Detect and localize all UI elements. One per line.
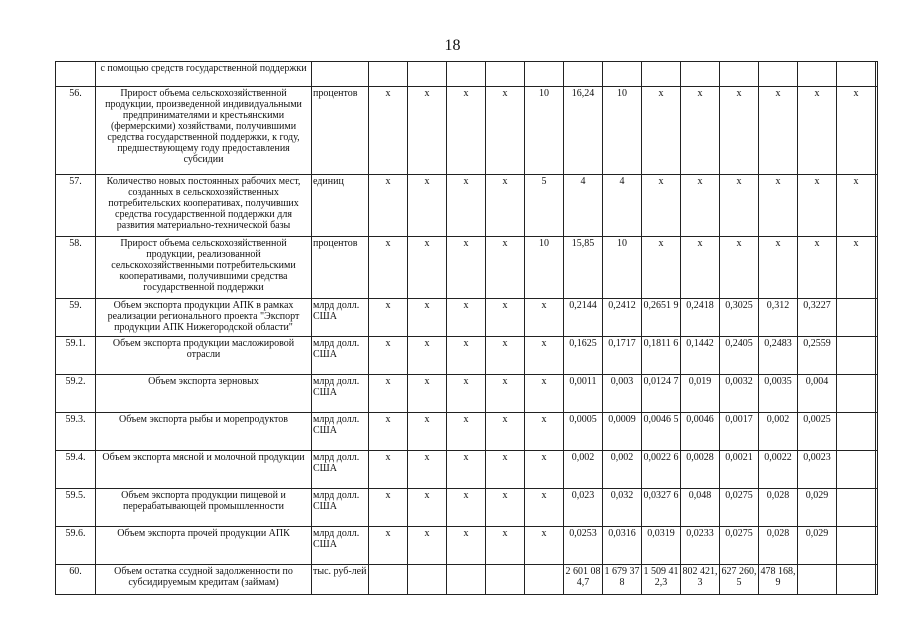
value-cell: 0,1442 (681, 337, 720, 375)
value-cell (642, 62, 681, 87)
value-cell: 0,019 (681, 375, 720, 413)
value-cell (486, 565, 525, 595)
value-cell: 0,2483 (759, 337, 798, 375)
table-row (56, 175, 878, 237)
value-cell: x (408, 527, 447, 565)
value-cell: 1 679 378 (603, 565, 642, 595)
value-cell: x (447, 489, 486, 527)
value-cell: 0,0009 (603, 413, 642, 451)
value-cell: x (408, 375, 447, 413)
table-row (56, 299, 878, 337)
indicators-table (55, 61, 878, 595)
value-cell: x (486, 299, 525, 337)
indicator-description-cell: Объем остатка ссудной задолженности по субсидируемым кредитам (займам) (96, 565, 312, 595)
value-cell: 0,0011 (564, 375, 603, 413)
value-cell: x (447, 87, 486, 175)
value-cell: x (408, 299, 447, 337)
value-cell: x (486, 237, 525, 299)
value-cell: 0,2418 (681, 299, 720, 337)
value-cell: 10 (603, 237, 642, 299)
value-cell (876, 62, 878, 87)
value-cell: 0,3227 (798, 299, 837, 337)
value-cell: x (798, 87, 837, 175)
value-cell (837, 62, 876, 87)
value-cell: 0,002 (603, 451, 642, 489)
value-cell: x (369, 375, 408, 413)
unit-cell: млрд долл. США (312, 337, 369, 375)
value-cell (720, 62, 759, 87)
value-cell: x (486, 175, 525, 237)
value-cell: 0,0023 (798, 451, 837, 489)
value-cell (837, 375, 876, 413)
value-cell: x (408, 175, 447, 237)
indicator-description-cell: Объем экспорта продукции АПК в рамках реализации регионального проекта "Экспорт продукции АПК Нижегородской области" (96, 299, 312, 337)
value-cell: x (642, 87, 681, 175)
value-cell: x (486, 337, 525, 375)
row-number-cell (56, 62, 96, 87)
value-cell: x (447, 527, 486, 565)
value-cell: x (369, 175, 408, 237)
value-cell: 0,029 (798, 527, 837, 565)
value-cell: x (408, 337, 447, 375)
value-cell: x (408, 237, 447, 299)
value-cell: 10 (525, 237, 564, 299)
value-cell: 0,0021 (720, 451, 759, 489)
value-cell: 0,0233 (681, 527, 720, 565)
value-cell: x (525, 413, 564, 451)
value-cell (408, 565, 447, 595)
unit-cell: млрд долл. США (312, 413, 369, 451)
value-cell: 0,0022 6 (642, 451, 681, 489)
indicator-description-cell: Количество новых постоянных рабочих мест, созданных в сельскохозяйственных потребительских кооперативах, получивших средства государственной поддержки для развития материально-технической базы (96, 175, 312, 237)
value-cell: x (369, 87, 408, 175)
value-cell: 0,2559 (798, 337, 837, 375)
unit-cell: процентов (312, 237, 369, 299)
value-cell: 478 168,9 (759, 565, 798, 595)
indicator-description-cell: Прирост объема сельскохозяйственной продукции, реализованной сельскохозяйственными потребительскими кооперативами, получившими средства государственной поддержки (96, 237, 312, 299)
unit-cell: млрд долл. США (312, 299, 369, 337)
indicator-description-cell: Прирост объема сельскохозяйственной продукции, произведенной индивидуальными предпринимателями и крестьянскими (фермерскими) хозяйствами, получившими средства государственной поддержки, к году, предшествующему году предоставления субсидии (96, 87, 312, 175)
value-cell: x (681, 87, 720, 175)
value-cell: x (486, 489, 525, 527)
value-cell: 0,3025 (720, 299, 759, 337)
indicator-description-cell: Объем экспорта продукции пищевой и перерабатывающей промышленности (96, 489, 312, 527)
value-cell: 0,004 (798, 375, 837, 413)
value-cell (876, 451, 878, 489)
value-cell: x (759, 87, 798, 175)
value-cell (564, 62, 603, 87)
value-cell (525, 62, 564, 87)
value-cell: x (642, 175, 681, 237)
value-cell: x (486, 87, 525, 175)
value-cell (759, 62, 798, 87)
row-number-cell: 59.5. (56, 489, 96, 527)
indicator-description-cell: Объем экспорта зерновых (96, 375, 312, 413)
value-cell: 0,002 (759, 413, 798, 451)
value-cell (837, 299, 876, 337)
value-cell (447, 62, 486, 87)
page-number: 18 (444, 37, 461, 54)
value-cell (369, 565, 408, 595)
indicator-description-cell: Объем экспорта рыбы и морепродуктов (96, 413, 312, 451)
value-cell: 10 (525, 87, 564, 175)
value-cell (837, 337, 876, 375)
value-cell (837, 565, 876, 595)
value-cell: 15,85 (564, 237, 603, 299)
indicator-description-cell: Объем экспорта продукции масложировой отрасли (96, 337, 312, 375)
row-number-cell: 58. (56, 237, 96, 299)
value-cell: 0,048 (681, 489, 720, 527)
value-cell: 0,2651 9 (642, 299, 681, 337)
value-cell: 0,312 (759, 299, 798, 337)
value-cell: 0,002 (564, 451, 603, 489)
value-cell: 0,032 (603, 489, 642, 527)
table-row (56, 489, 878, 527)
value-cell: 4 (603, 175, 642, 237)
unit-cell: млрд долл. США (312, 451, 369, 489)
table-row (56, 413, 878, 451)
value-cell (837, 489, 876, 527)
value-cell: 0,0327 6 (642, 489, 681, 527)
value-cell: 0,0253 (564, 527, 603, 565)
value-cell: x (525, 451, 564, 489)
value-cell: 0,0275 (720, 527, 759, 565)
value-cell (876, 299, 878, 337)
value-cell: 0,0005 (564, 413, 603, 451)
value-cell (798, 62, 837, 87)
row-number-cell: 60. (56, 565, 96, 595)
value-cell: 0,003 (603, 375, 642, 413)
indicator-description-cell: Объем экспорта мясной и молочной продукции (96, 451, 312, 489)
value-cell: x (369, 299, 408, 337)
value-cell: 0,0022 (759, 451, 798, 489)
unit-cell: тыс. руб-лей (312, 565, 369, 595)
row-number-cell: 59.3. (56, 413, 96, 451)
value-cell: x (447, 451, 486, 489)
value-cell: 0,1625 (564, 337, 603, 375)
value-cell (876, 489, 878, 527)
value-cell: 0,028 (759, 489, 798, 527)
value-cell: 1 509 412,3 (642, 565, 681, 595)
value-cell (486, 62, 525, 87)
table-row (56, 527, 878, 565)
value-cell (837, 413, 876, 451)
row-number-cell: 59.2. (56, 375, 96, 413)
value-cell: 0,1811 6 (642, 337, 681, 375)
value-cell: x (447, 237, 486, 299)
value-cell: x (798, 237, 837, 299)
value-cell (525, 565, 564, 595)
value-cell: x (447, 175, 486, 237)
table-row (56, 565, 878, 595)
value-cell: x (369, 451, 408, 489)
value-cell: x (837, 175, 876, 237)
table-row (56, 451, 878, 489)
value-cell: 0,029 (798, 489, 837, 527)
value-cell (837, 527, 876, 565)
indicator-description-cell: Объем экспорта прочей продукции АПК (96, 527, 312, 565)
value-cell: x (837, 87, 876, 175)
value-cell: x (447, 299, 486, 337)
value-cell: 0,0046 5 (642, 413, 681, 451)
value-cell: x (486, 413, 525, 451)
value-cell: x (447, 413, 486, 451)
value-cell: 16,24 (564, 87, 603, 175)
value-cell: x (798, 175, 837, 237)
value-cell: 0,028 (759, 527, 798, 565)
value-cell: 2 601 084,7 (564, 565, 603, 595)
indicator-description-cell: с помощью средств государственной поддержки (96, 62, 312, 87)
value-cell: 0,0032 (720, 375, 759, 413)
value-cell (369, 62, 408, 87)
value-cell: x (525, 299, 564, 337)
value-cell: 0,0319 (642, 527, 681, 565)
value-cell: x (720, 237, 759, 299)
value-cell: x (681, 175, 720, 237)
value-cell (681, 62, 720, 87)
value-cell (876, 527, 878, 565)
table-row (56, 337, 878, 375)
value-cell: x (525, 375, 564, 413)
value-cell: x (720, 87, 759, 175)
value-cell: x (681, 237, 720, 299)
value-cell: 0,2144 (564, 299, 603, 337)
value-cell: x (525, 337, 564, 375)
unit-cell: млрд долл. США (312, 527, 369, 565)
table-row (56, 87, 878, 175)
value-cell (876, 175, 878, 237)
value-cell: x (408, 451, 447, 489)
row-number-cell: 59.4. (56, 451, 96, 489)
value-cell (876, 565, 878, 595)
value-cell: 802 421,3 (681, 565, 720, 595)
value-cell: 0,0316 (603, 527, 642, 565)
row-number-cell: 59.1. (56, 337, 96, 375)
unit-cell: млрд долл. США (312, 375, 369, 413)
value-cell: x (369, 237, 408, 299)
value-cell (876, 237, 878, 299)
value-cell: x (525, 489, 564, 527)
table-row (56, 237, 878, 299)
value-cell (447, 565, 486, 595)
value-cell: x (408, 413, 447, 451)
row-number-cell: 56. (56, 87, 96, 175)
value-cell: x (759, 237, 798, 299)
unit-cell: процентов (312, 87, 369, 175)
table-row (56, 62, 878, 87)
value-cell: x (486, 527, 525, 565)
value-cell: 0,2405 (720, 337, 759, 375)
value-cell: 0,023 (564, 489, 603, 527)
value-cell: 0,0046 (681, 413, 720, 451)
value-cell (876, 337, 878, 375)
value-cell: 0,0035 (759, 375, 798, 413)
row-number-cell: 59.6. (56, 527, 96, 565)
unit-cell: млрд долл. США (312, 489, 369, 527)
value-cell (876, 413, 878, 451)
value-cell (798, 565, 837, 595)
value-cell: 0,0028 (681, 451, 720, 489)
value-cell: x (486, 451, 525, 489)
value-cell: 0,0124 7 (642, 375, 681, 413)
value-cell: x (447, 375, 486, 413)
value-cell: x (525, 527, 564, 565)
value-cell: 10 (603, 87, 642, 175)
table-row (56, 375, 878, 413)
value-cell (876, 87, 878, 175)
value-cell: 0,0275 (720, 489, 759, 527)
row-number-cell: 59. (56, 299, 96, 337)
value-cell: x (369, 413, 408, 451)
value-cell: x (486, 375, 525, 413)
value-cell: x (447, 337, 486, 375)
value-cell: x (369, 337, 408, 375)
value-cell: 4 (564, 175, 603, 237)
row-number-cell: 57. (56, 175, 96, 237)
value-cell (837, 451, 876, 489)
value-cell: 0,0025 (798, 413, 837, 451)
value-cell: x (837, 237, 876, 299)
value-cell: x (642, 237, 681, 299)
value-cell: x (369, 489, 408, 527)
value-cell (408, 62, 447, 87)
value-cell: x (369, 527, 408, 565)
value-cell (603, 62, 642, 87)
value-cell: x (408, 87, 447, 175)
value-cell: x (408, 489, 447, 527)
unit-cell: единиц (312, 175, 369, 237)
value-cell: 0,2412 (603, 299, 642, 337)
value-cell: x (720, 175, 759, 237)
value-cell: 627 260,5 (720, 565, 759, 595)
value-cell: x (759, 175, 798, 237)
value-cell: 5 (525, 175, 564, 237)
value-cell: 0,1717 (603, 337, 642, 375)
value-cell (876, 375, 878, 413)
value-cell: 0,0017 (720, 413, 759, 451)
unit-cell (312, 62, 369, 87)
